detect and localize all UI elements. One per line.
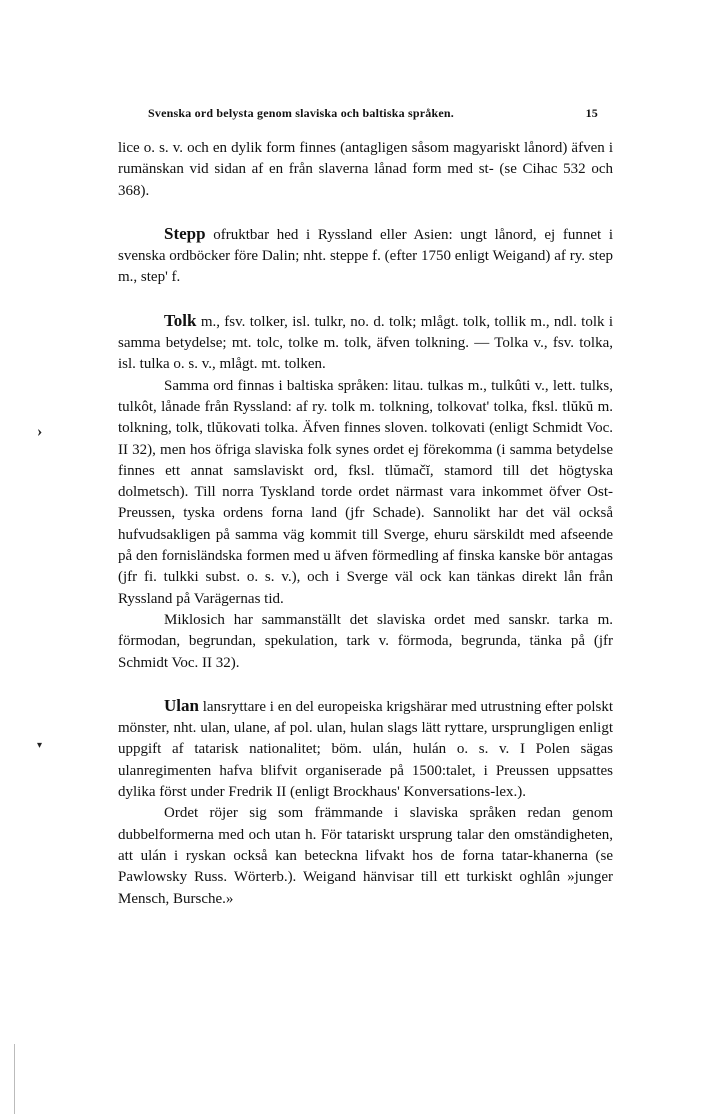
entry-text: ofruktbar hed i Ryssland eller Asien: ungt lånord, ej funnet i svenska ordböcker före Dalin; nht. steppe f. (efter 1750 enligt Weigand) af ry. step m., step' f. xyxy=(118,226,613,286)
entry-text: m., fsv. tolker, isl. tulkr, no. d. tolk; mlågt. tolk, tollik m., ndl. tolk i samma betydelse; mt. tolc, tolke m. tolk, äfven tolkning. — Tolka v., fsv. tolka, isl. tulka o. s. v., mlågt. mt. tolken. xyxy=(118,313,614,373)
paragraph xyxy=(118,223,613,289)
page-number: 15 xyxy=(585,106,598,120)
headword: Stepp xyxy=(164,223,206,243)
entry-continuation xyxy=(118,138,613,202)
entry-stepp xyxy=(118,223,613,289)
margin-dot-mark: ▾ xyxy=(37,740,43,751)
paragraph: Ordet röjer sig som främmande i slaviska språken redan genom dubbelformerna med och utan h. För tatariskt ursprung talar den omständigheten, att ulán i ryskan också kan beteckna lifvakt hos de forna tatar-khanerna (se Pawlowsky Russ. Wörterb.). Weigand hänvisar till ett turkiskt oghlân »junger Mensch, Bursche.» xyxy=(118,805,613,907)
entry-text: lansryttare i en del europeiska krigshärar med utrustning efter polskt mönster, nht. ulan, ulane, af pol. ulan, hulan slags lätt ryttare, ursprungligen enligt uppgift af tatarisk nationalitet; böm. ulán, hulán o. s. v. I Polen sägas ulanregimenten hafva blifvit organiserade på 1500:talet, i Preussen uppsattes dylika först under Fredrik II (enligt Brockhaus' Konversations-lex.). xyxy=(118,698,614,801)
headword: Tolk xyxy=(164,310,197,330)
entry-tolk xyxy=(118,310,613,674)
body-text xyxy=(118,138,613,931)
paragraph: Miklosich har sammanställt det slaviska ordet med sanskr. tarka m. förmodan, begrundan, spekulation, tark v. förmoda, begrunda, tänka på (jfr Schmidt Voc. II 32). xyxy=(118,611,613,671)
running-head-title: Svenska ord belysta genom slaviska och baltiska språken. xyxy=(148,106,454,120)
scan-edge-line xyxy=(14,1044,15,1114)
paragraph xyxy=(118,695,613,803)
margin-arrow-mark: › xyxy=(37,423,43,440)
running-head xyxy=(148,106,598,121)
paragraph: lice o. s. v. och en dylik form finnes (antagligen såsom magyariskt lånord) äfven i rumänskan vid sidan af en från slaverna lånad form med st- (se Cihac 532 och 368). xyxy=(118,140,613,199)
paragraph xyxy=(118,310,613,376)
headword: Ulan xyxy=(164,695,199,715)
paragraph: Samma ord finnas i baltiska språken: litau. tulkas m., tulkûti v., lett. tulks, tulkôt, lånade från Ryssland: af ry. tolk m. tolkning, tolkovat' tolka, fksl. tlŭkŭ m. tolkning, tolk, tlŭkovati tolka. Äfven finnes sloven. tolkovati (enligt Schmidt Voc. II 32), men hos öfriga slaviska folk synes ordet ej förekomma (i samma betydelse finnes ett annat samslaviskt ord, fksl. tlŭmačĭ, stamord till det högtyska dolmetsch). Till norra Tyskland torde ordet närmast vara inkommet öfver Ost-Preussen, tyska ordens forna land (jfr Schade). Sannolikt har det väl också hufvudsakligen på samma väg kommit till Sverge, ehuru särskildt med afseende på den fornisländska formen med u äfven förmedling af finska kanske bör antagas (jfr fi. tulkki subst. o. s. v.), och i Sverge väl ock kan tänkas direkt lån från Ryssland på Varägernas tid. xyxy=(118,377,613,607)
entry-ulan xyxy=(118,695,613,910)
